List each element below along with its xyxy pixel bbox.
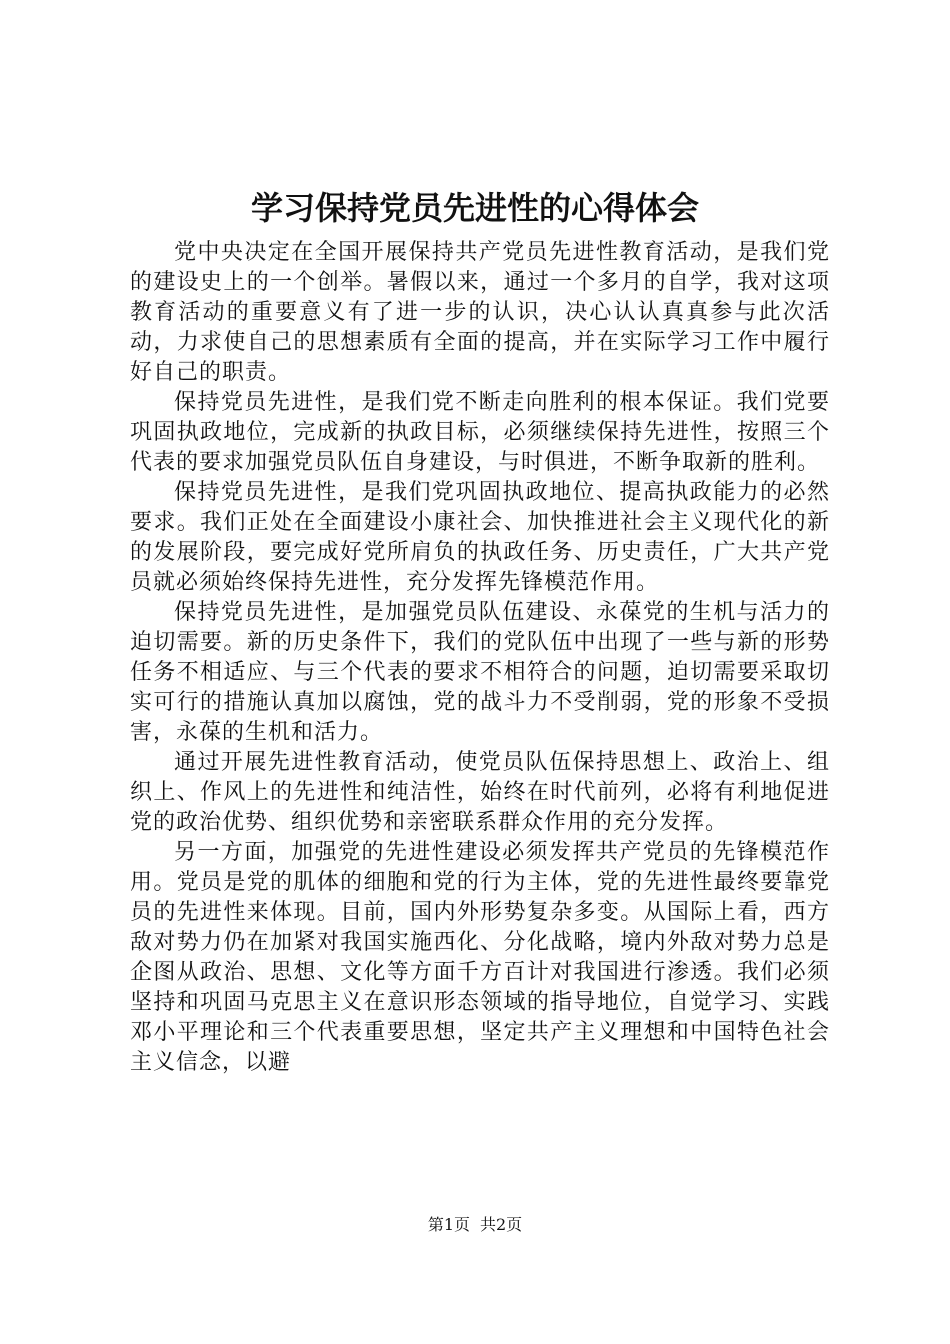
document-title: 学习保持党员先进性的心得体会 bbox=[250, 189, 699, 227]
page-number-current: 第1页 bbox=[427, 1215, 470, 1234]
page-number-total: 共2页 bbox=[480, 1215, 523, 1234]
paragraph-1: 党中央决定在全国开展保持共产党员先进性教育活动，是我们党的建设史上的一个创举。暑假以来，通过一个多月的自学，我对这项教育活动的重要意义有了进一步的认识，决心认认真真参与此次活动，力求使自己的思想素质有全面的提高，并在实际学习工作中履行好自己的职责。 bbox=[130, 240, 830, 385]
paragraph-2: 保持党员先进性，是我们党不断走向胜利的根本保证。我们党要巩固执政地位，完成新的执政目标，必须继续保持先进性，按照三个代表的要求加强党员队伍自身建设，与时俱进，不断争取新的胜利。 bbox=[130, 390, 830, 475]
paragraph-5: 通过开展先进性教育活动，使党员队伍保持思想上、政治上、组织上、作风上的先进性和纯洁性，始终在时代前列，必将有利地促进党的政治优势、组织优势和亲密联系群众作用的充分发挥。 bbox=[130, 750, 830, 835]
paragraph-6: 另一方面，加强党的先进性建设必须发挥共产党员的先锋模范作用。党员是党的肌体的细胞和党的行为主体，党的先进性最终要靠党员的先进性来体现。目前，国内外形势复杂多变。从国际上看，西方敌对势力仍在加紧对我国实施西化、分化战略，境内外敌对势力总是企图从政治、思想、文化等方面千方百计对我国进行渗透。我们必须坚持和巩固马克思主义在意识形态领域的指导地位，自觉学习、实践邓小平理论和三个代表重要思想，坚定共产主义理想和中国特色社会主义信念，以避 bbox=[130, 840, 830, 1075]
page-footer bbox=[0, 1214, 950, 1236]
paragraph-4: 保持党员先进性，是加强党员队伍建设、永葆党的生机与活力的迫切需要。新的历史条件下，我们的党队伍中出现了一些与新的形势任务不相适应、与三个代表的要求不相符合的问题，迫切需要采取切实可行的措施认真加以腐蚀，党的战斗力不受削弱，党的形象不受损害，永葆的生机和活力。 bbox=[130, 600, 830, 745]
document-body bbox=[130, 238, 830, 1078]
paragraph-3: 保持党员先进性，是我们党巩固执政地位、提高执政能力的必然要求。我们正处在全面建设小康社会、加快推进社会主义现代化的新的发展阶段，要完成好党所肩负的执政任务、历史责任，广大共产党员就必须始终保持先进性，充分发挥先锋模范作用。 bbox=[130, 480, 830, 595]
